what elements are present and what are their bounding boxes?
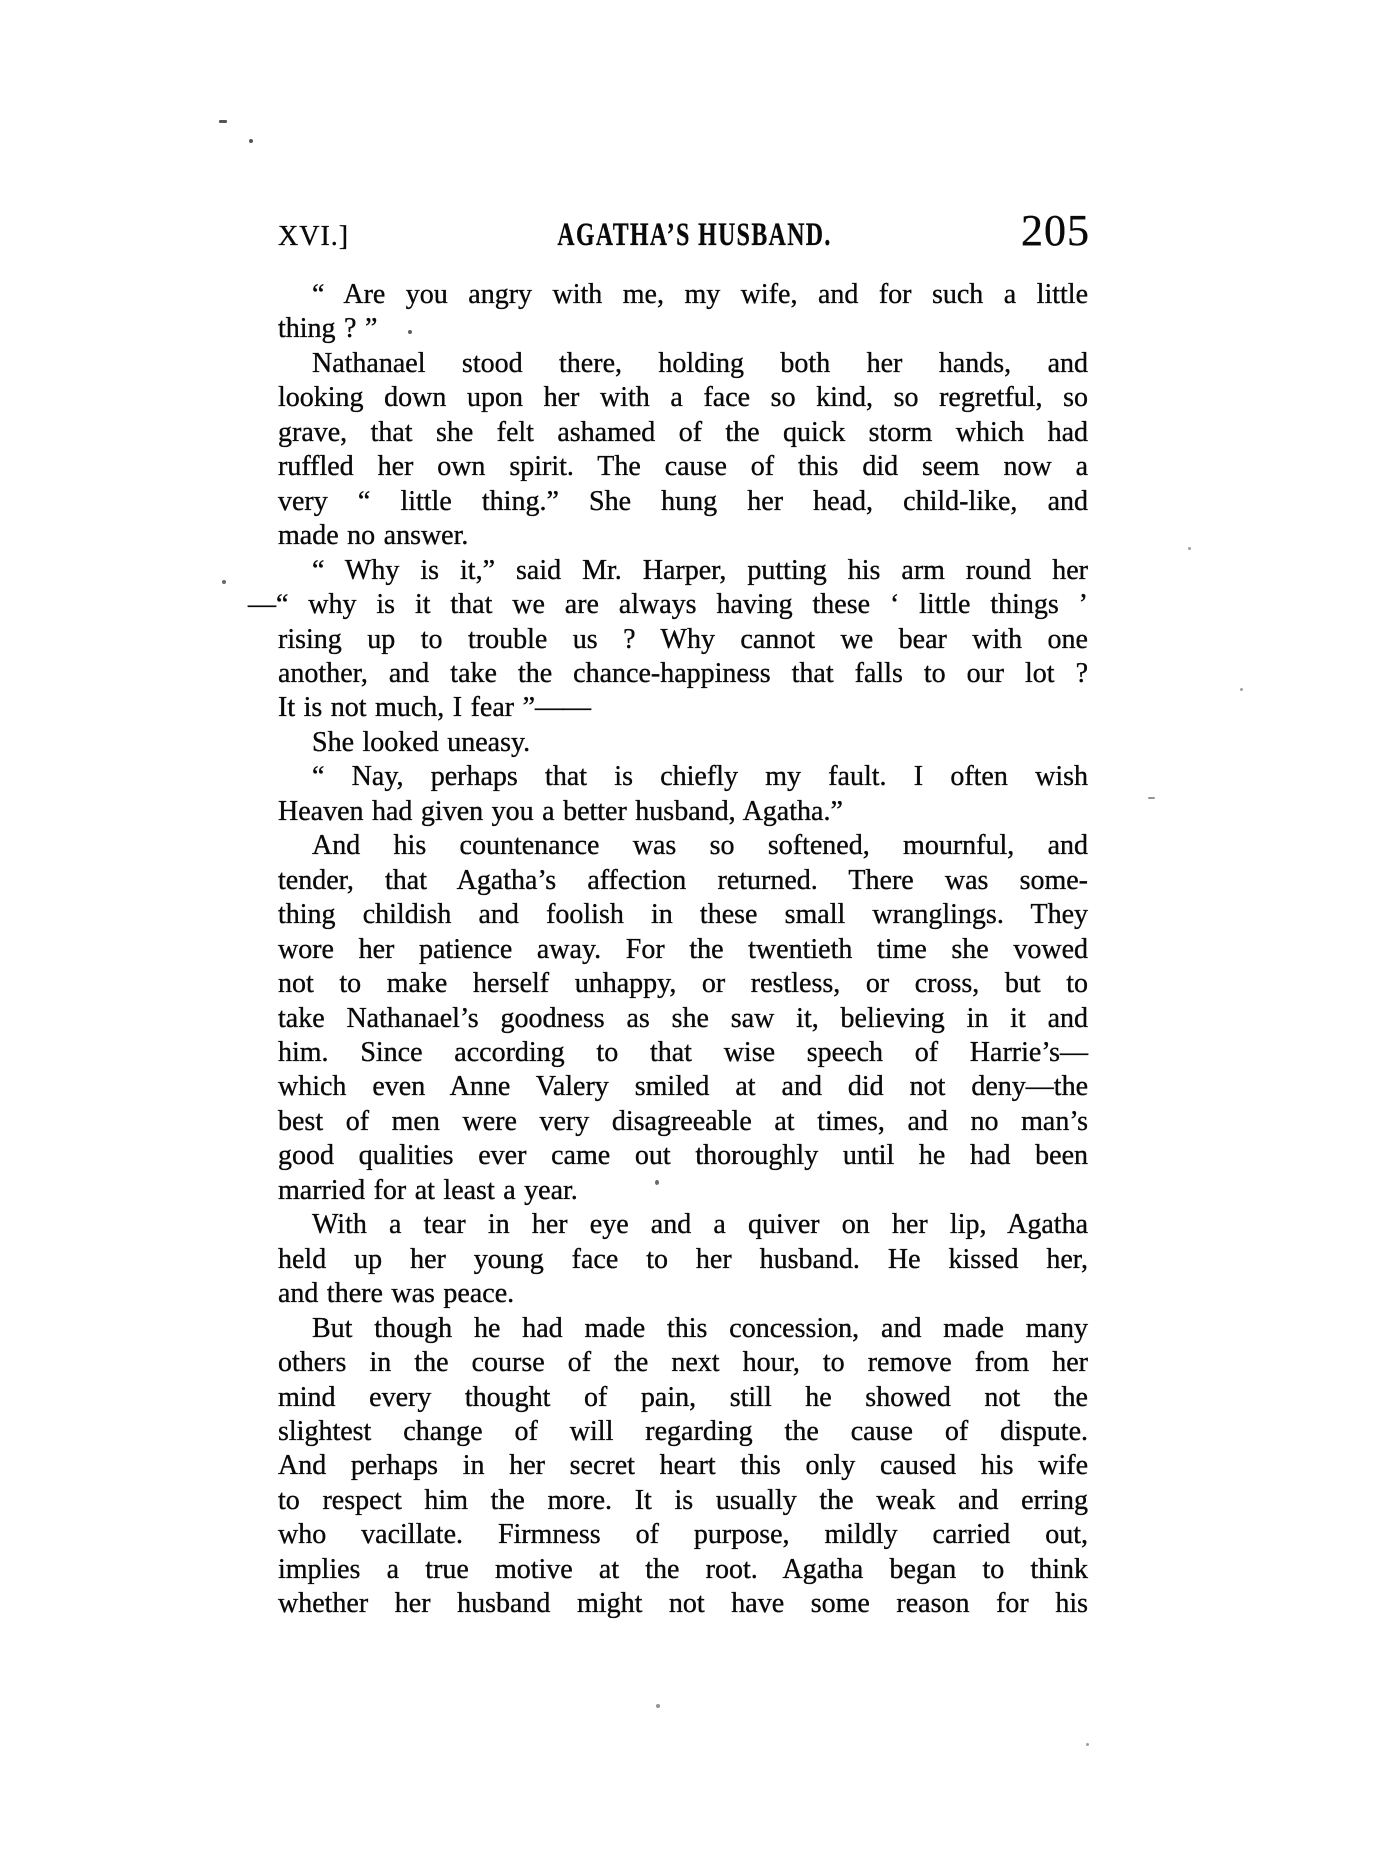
text-line: —“ why is it that we are always having these ‘ little things ’ bbox=[248, 589, 1088, 621]
scan-speck bbox=[222, 580, 226, 584]
text-line: not to make herself unhappy, or restless, or cross, but to bbox=[278, 968, 1088, 1000]
text-line: very “ little thing.” She hung her head, child-like, and bbox=[278, 485, 1088, 517]
text-line: Nathanael stood there, holding both her hands, and bbox=[312, 347, 1088, 379]
text-line: whether her husband might not have some reason for his bbox=[278, 1588, 1088, 1620]
paragraph bbox=[278, 1208, 1088, 1311]
text-line: looking down upon her with a face so kind, so regretful, so bbox=[278, 382, 1088, 414]
running-title: AGATHA’S HUSBAND. bbox=[557, 217, 833, 253]
text-line: held up her young face to her husband. He kissed her, bbox=[278, 1243, 1088, 1275]
text-line: “ Why is it,” said Mr. Harper, putting his arm round her bbox=[312, 554, 1088, 586]
text-line: wore her patience away. For the twentieth time she vowed bbox=[278, 933, 1088, 965]
text-line: another, and take the chance-happiness that falls to our lot ? bbox=[278, 657, 1088, 689]
page-body bbox=[248, 278, 1088, 1622]
paragraph bbox=[278, 726, 1088, 760]
text-line: married for at least a year. bbox=[278, 1174, 578, 1206]
paragraph bbox=[278, 760, 1088, 829]
text-line: take Nathanael’s goodness as she saw it, believing in it and bbox=[278, 1002, 1088, 1034]
scan-speck bbox=[1148, 797, 1155, 799]
paragraph bbox=[278, 829, 1088, 1208]
scan-speck bbox=[1240, 688, 1243, 691]
text-line: With a tear in her eye and a quiver on her lip, Agatha bbox=[312, 1209, 1088, 1241]
chapter-marker: XVI.] bbox=[278, 221, 350, 252]
text-line: slightest change of will regarding the cause of dispute. bbox=[278, 1415, 1088, 1447]
text-line: She looked uneasy. bbox=[312, 726, 531, 758]
text-line: It is not much, I fear ”—— bbox=[278, 692, 592, 724]
text-line: “ Are you angry with me, my wife, and for such a little bbox=[312, 279, 1088, 310]
text-line: grave, that she felt ashamed of the quick storm which had bbox=[278, 416, 1088, 448]
text-line: him. Since according to that wise speech of Harrie’s— bbox=[278, 1036, 1088, 1068]
paragraph bbox=[248, 554, 1088, 726]
scan-speck bbox=[408, 330, 412, 334]
scan-speck bbox=[656, 1704, 660, 1708]
text-line: made no answer. bbox=[278, 520, 469, 552]
text-line: ruffled her own spirit. The cause of this did seem now a bbox=[278, 451, 1088, 483]
paragraph bbox=[278, 1312, 1088, 1622]
text-line: rising up to trouble us ? Why cannot we bear with one bbox=[278, 623, 1088, 655]
scan-speck bbox=[655, 1180, 659, 1185]
text-line: thing childish and foolish in these small wranglings. They bbox=[278, 899, 1088, 931]
text-line: But though he had made this concession, and made many bbox=[312, 1312, 1088, 1344]
text-line: which even Anne Valery smiled at and did not deny—the bbox=[278, 1071, 1088, 1103]
text-line: mind every thought of pain, still he showed not the bbox=[278, 1381, 1088, 1413]
text-line: “ Nay, perhaps that is chiefly my fault. I often wish bbox=[312, 761, 1088, 793]
scan-speck bbox=[249, 139, 253, 143]
text-line: And perhaps in her secret heart this only caused his wife bbox=[278, 1450, 1088, 1482]
running-header bbox=[278, 205, 1090, 255]
text-line: Heaven had given you a better husband, Agatha.” bbox=[278, 795, 843, 827]
scan-speck bbox=[219, 120, 227, 123]
text-line: who vacillate. Firmness of purpose, mildly carried out, bbox=[278, 1519, 1088, 1551]
scan-speck bbox=[1086, 1743, 1089, 1746]
text-line: to respect him the more. It is usually the weak and erring bbox=[278, 1484, 1088, 1516]
text-line: good qualities ever came out thoroughly until he had been bbox=[278, 1140, 1088, 1172]
page-number: 205 bbox=[1021, 206, 1090, 255]
scan-speck bbox=[300, 1606, 303, 1609]
paragraph bbox=[278, 278, 1088, 347]
running-title-wrap bbox=[349, 217, 1021, 254]
text-line: thing ? ” bbox=[278, 313, 378, 345]
text-line: tender, that Agatha’s affection returned. There was some- bbox=[278, 864, 1088, 896]
text-line: implies a true motive at the root. Agatha began to think bbox=[278, 1553, 1088, 1585]
text-line: And his countenance was so softened, mournful, and bbox=[312, 830, 1088, 862]
text-line: best of men were very disagreeable at times, and no man’s bbox=[278, 1105, 1088, 1137]
text-line: others in the course of the next hour, to remove from her bbox=[278, 1347, 1088, 1379]
text-line: and there was peace. bbox=[278, 1278, 515, 1310]
paragraph bbox=[278, 347, 1088, 554]
scan-speck bbox=[1188, 547, 1191, 550]
